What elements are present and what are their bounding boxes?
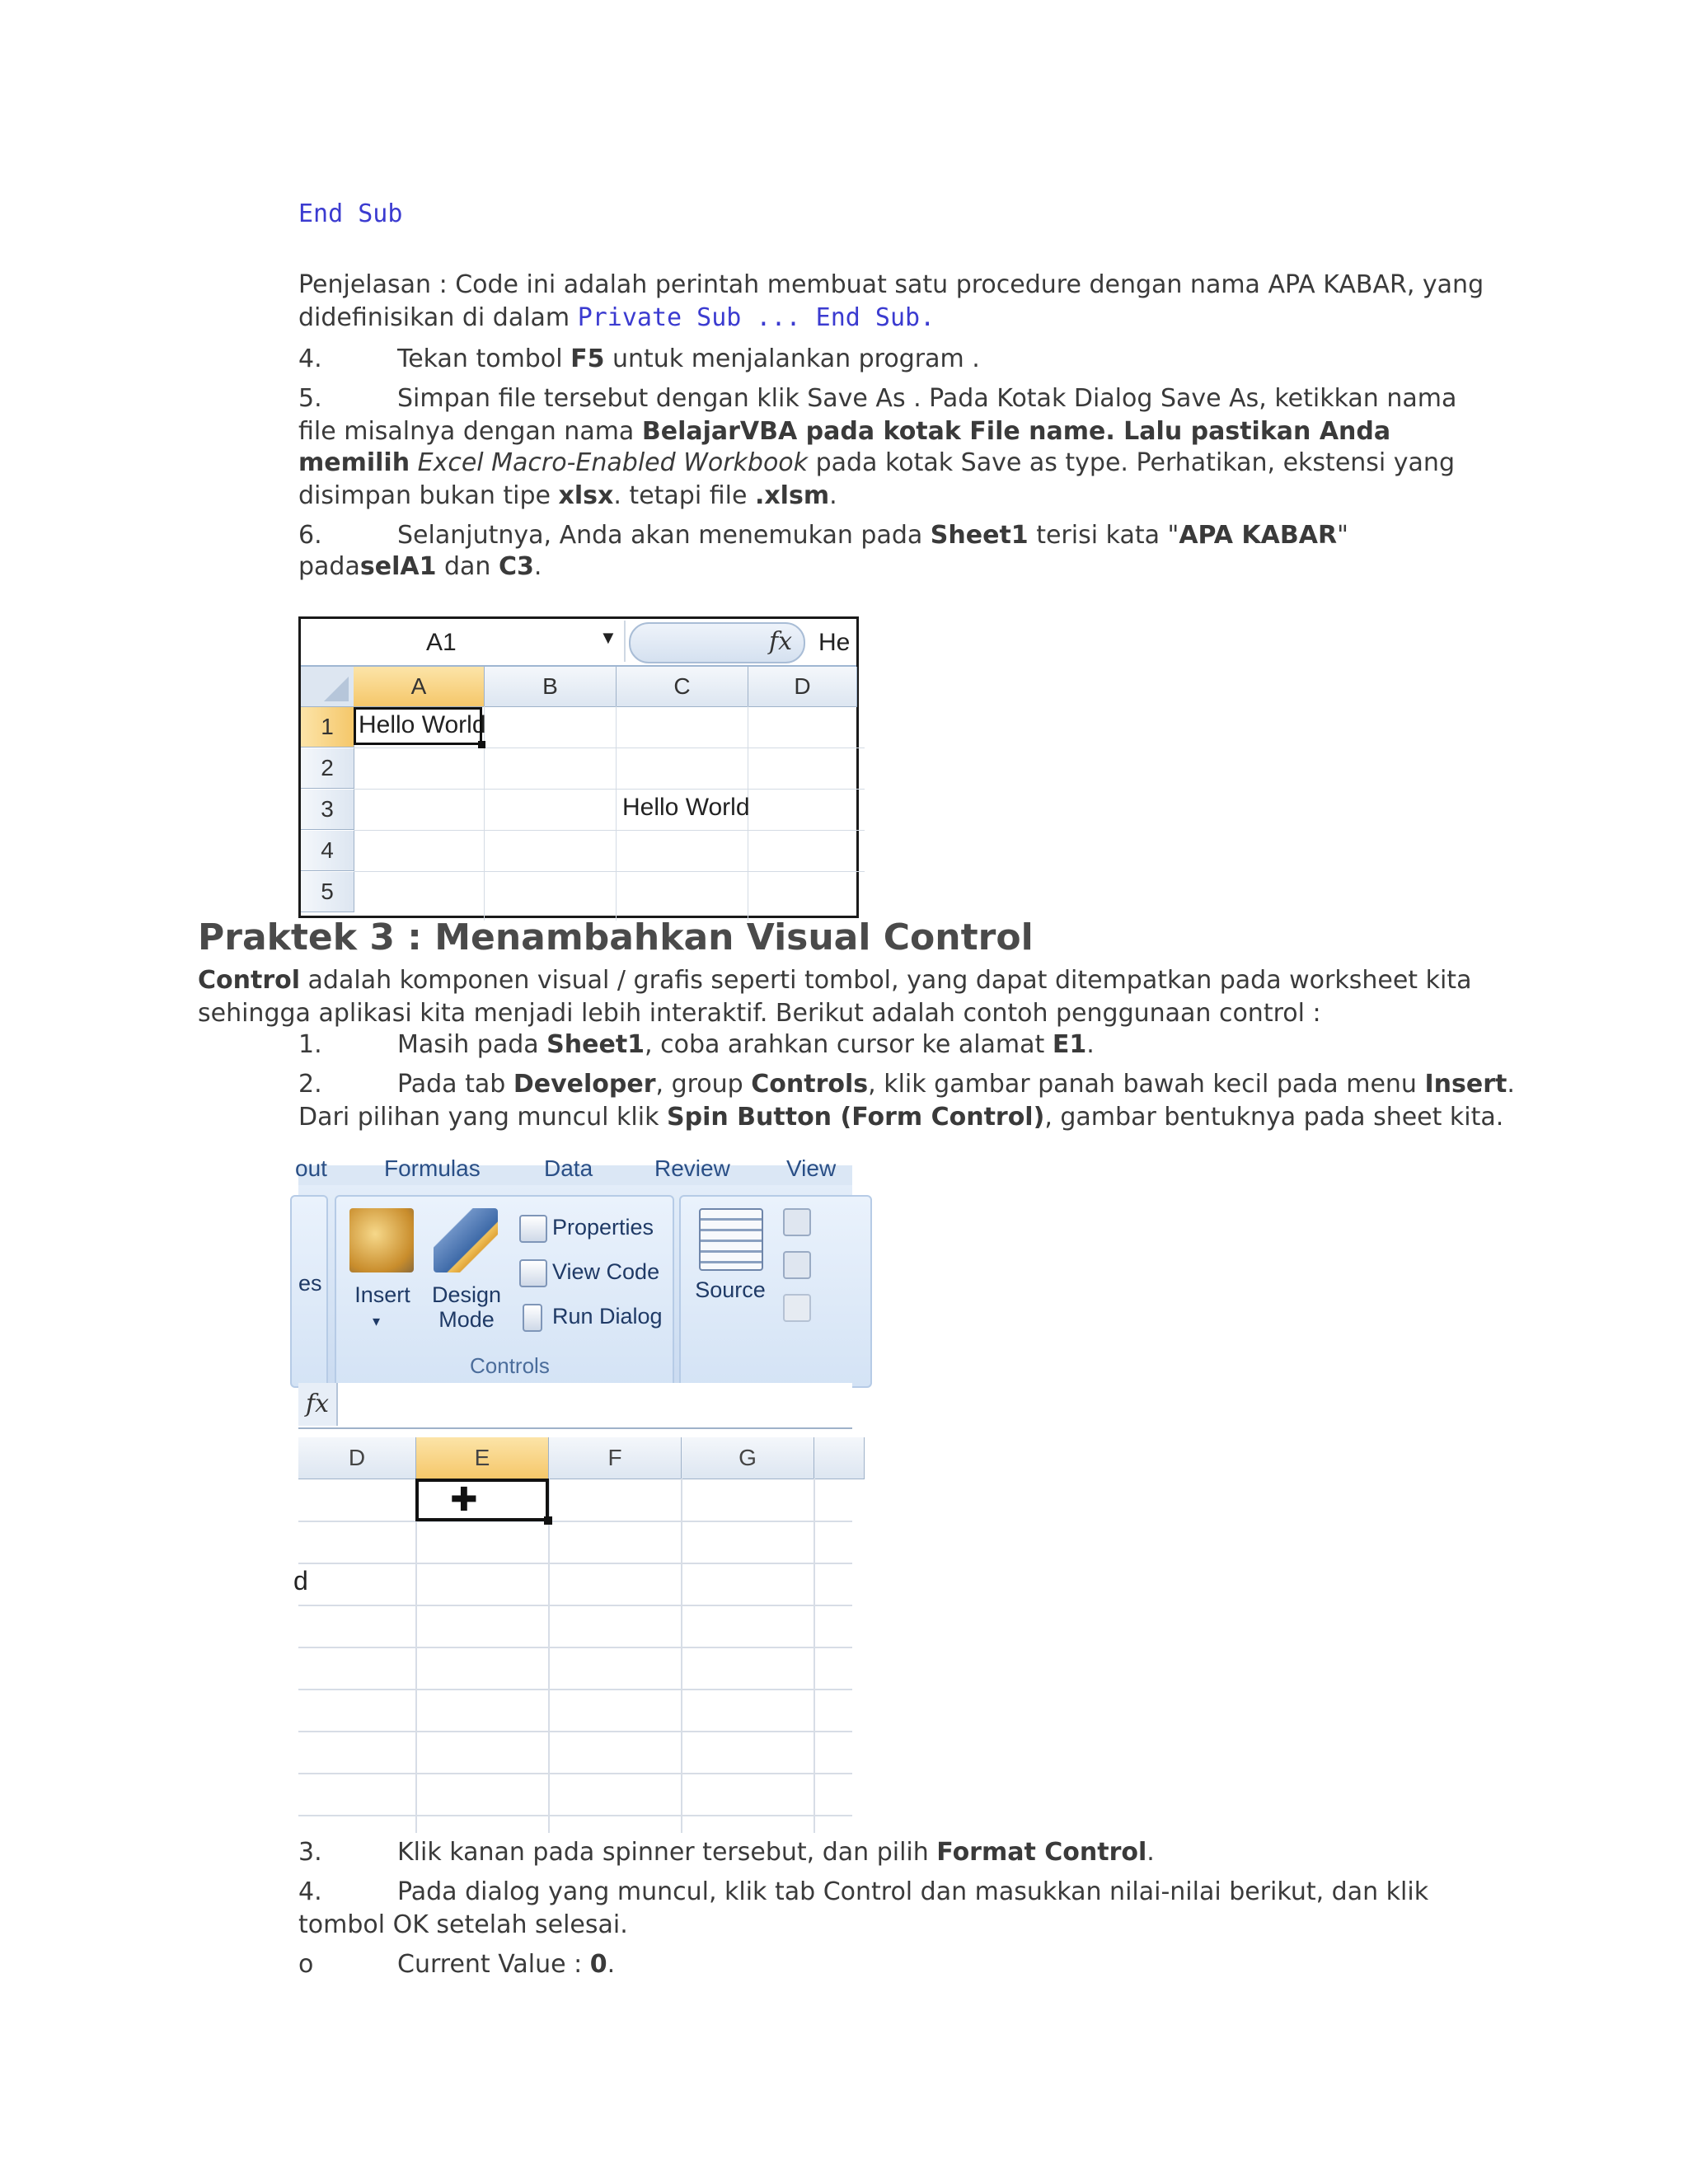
source-button[interactable]: Source [695, 1277, 766, 1302]
formula-value[interactable]: He [818, 629, 851, 656]
tab-page-layout[interactable]: out [295, 1155, 327, 1181]
row-header-5[interactable]: 5 [301, 872, 354, 912]
tab-view[interactable]: View [786, 1155, 837, 1181]
active-cell-a1[interactable] [354, 707, 482, 745]
row-header-1[interactable]: 1 [301, 707, 354, 748]
intro-line-2: sehingga aplikasi kita menjadi lebih interaktif. Berikut adalah contoh penggunaan control : [198, 999, 1321, 1028]
ribbon-tabs [295, 1155, 852, 1185]
refresh-data-icon[interactable] [783, 1294, 811, 1322]
map-properties-icon[interactable] [783, 1208, 811, 1236]
excel-screenshot-developer-ribbon [293, 1155, 852, 1830]
insert-dropdown-arrow-icon[interactable]: ▾ [373, 1313, 381, 1329]
expansion-packs-icon[interactable] [783, 1251, 811, 1279]
fx-icon[interactable]: fx [298, 1383, 338, 1426]
ribbon-panel [298, 1185, 852, 1398]
ribbon-group-xml [679, 1195, 872, 1388]
view-code-button[interactable]: View Code [552, 1259, 660, 1284]
column-header-e[interactable]: E [416, 1437, 549, 1479]
step-6-line-2: padaselA1 dan C3. [298, 552, 542, 581]
code-end-sub: End Sub [298, 199, 403, 228]
ribbon-group-controls [335, 1195, 674, 1388]
row-header-3[interactable]: 3 [301, 790, 354, 830]
tab-review[interactable]: Review [654, 1155, 730, 1181]
column-header-d[interactable]: D [748, 667, 857, 707]
formula-bar [301, 619, 856, 667]
intro-line-1: Control adalah komponen visual / grafis seperti tombol, yang dapat ditempatkan pada worksheet kita [198, 966, 1472, 995]
sec3-step-2-line-1: 2. Pada tab Developer, group Controls, klik gambar panah bawah kecil pada menu Insert. [298, 1070, 1515, 1099]
sec3-step-1: 1. Masih pada Sheet1, coba arahkan cursor ke alamat E1. [298, 1030, 1095, 1059]
column-header-g[interactable]: G [682, 1437, 814, 1479]
active-cell-e1[interactable] [415, 1479, 549, 1521]
run-dialog-icon[interactable] [523, 1304, 542, 1332]
cell-c3[interactable]: Hello World [622, 794, 750, 821]
excel-screenshot-hello-world [298, 616, 859, 918]
properties-icon[interactable] [519, 1215, 547, 1243]
step-5-line-3: memilih Excel Macro-Enabled Workbook pada kotak Save as type. Perhatikan, ekstensi yang [298, 448, 1455, 477]
design-mode-icon[interactable] [434, 1208, 498, 1272]
step-5-line-1: 5. Simpan file tersebut dengan klik Save As . Pada Kotak Dialog Save As, ketikkan nama [298, 384, 1457, 413]
sec3-step-2-line-2: Dari pilihan yang muncul klik Spin Button (Form Control), gambar bentuknya pada sheet kita. [298, 1103, 1504, 1132]
column-header-c[interactable]: C [617, 667, 748, 707]
column-header-b[interactable]: B [485, 667, 617, 707]
penjelasan-line-2: didefinisikan di dalam Private Sub ... End Sub. [298, 303, 935, 332]
step-5-line-4: disimpan bukan tipe xlsx. tetapi file .xlsm. [298, 481, 837, 510]
section-heading-praktek-3: Praktek 3 : Menambahkan Visual Control [198, 916, 1034, 958]
column-header-a[interactable]: A [354, 667, 485, 707]
insert-button[interactable]: Insert [354, 1282, 410, 1307]
source-icon[interactable] [699, 1208, 763, 1271]
view-code-icon[interactable] [519, 1259, 547, 1287]
crosshair-cursor-icon: ✚ [450, 1482, 478, 1518]
current-value-bullet: o Current Value : 0. [298, 1950, 616, 1979]
dropdown-arrow-icon[interactable]: ▼ [599, 627, 617, 648]
sec3-step-3: 3. Klik kanan pada spinner tersebut, dan pilih Format Control. [298, 1838, 1155, 1867]
column-header-d[interactable]: D [298, 1437, 416, 1479]
insert-toolbox-icon[interactable] [349, 1208, 414, 1272]
fx-icon[interactable]: fx [768, 627, 792, 656]
tab-formulas[interactable]: Formulas [384, 1155, 481, 1181]
sec3-step-4-line-1: 4. Pada dialog yang muncul, klik tab Control dan masukkan nilai-nilai berikut, dan klik [298, 1877, 1429, 1906]
controls-group-label: Controls [470, 1353, 550, 1378]
penjelasan-line-1: Penjelasan : Code ini adalah perintah membuat satu procedure dengan nama APA KABAR, yang [298, 270, 1484, 299]
column-header-partial[interactable] [814, 1437, 865, 1479]
step-4: 4. Tekan tombol F5 untuk menjalankan program . [298, 344, 980, 373]
step-5-line-2: file misalnya dengan nama BelajarVBA pada kotak File name. Lalu pastikan Anda [298, 417, 1391, 446]
step-6-line-1: 6. Selanjutnya, Anda akan menemukan pada Sheet1 terisi kata "APA KABAR" [298, 521, 1348, 550]
bullet-icon: o [298, 1950, 314, 1979]
row-header-2[interactable]: 2 [301, 748, 354, 789]
column-header-f[interactable]: F [549, 1437, 682, 1479]
cut-cell-text: d [293, 1566, 308, 1596]
ribbon-cut-label: es [298, 1271, 322, 1296]
row-header-4[interactable]: 4 [301, 831, 354, 871]
design-mode-button[interactable]: Design Mode [431, 1282, 502, 1332]
select-all-corner[interactable] [301, 667, 354, 707]
formula-bar-2 [298, 1383, 852, 1429]
name-box[interactable]: A1 ▼ [302, 621, 626, 662]
tab-data[interactable]: Data [544, 1155, 593, 1181]
sec3-step-4-line-2: tombol OK setelah selesai. [298, 1910, 628, 1939]
cell-a1[interactable]: Hello World [359, 711, 486, 738]
formula-pill [629, 622, 805, 663]
properties-button[interactable]: Properties [552, 1215, 654, 1240]
run-dialog-button[interactable]: Run Dialog [552, 1304, 663, 1329]
